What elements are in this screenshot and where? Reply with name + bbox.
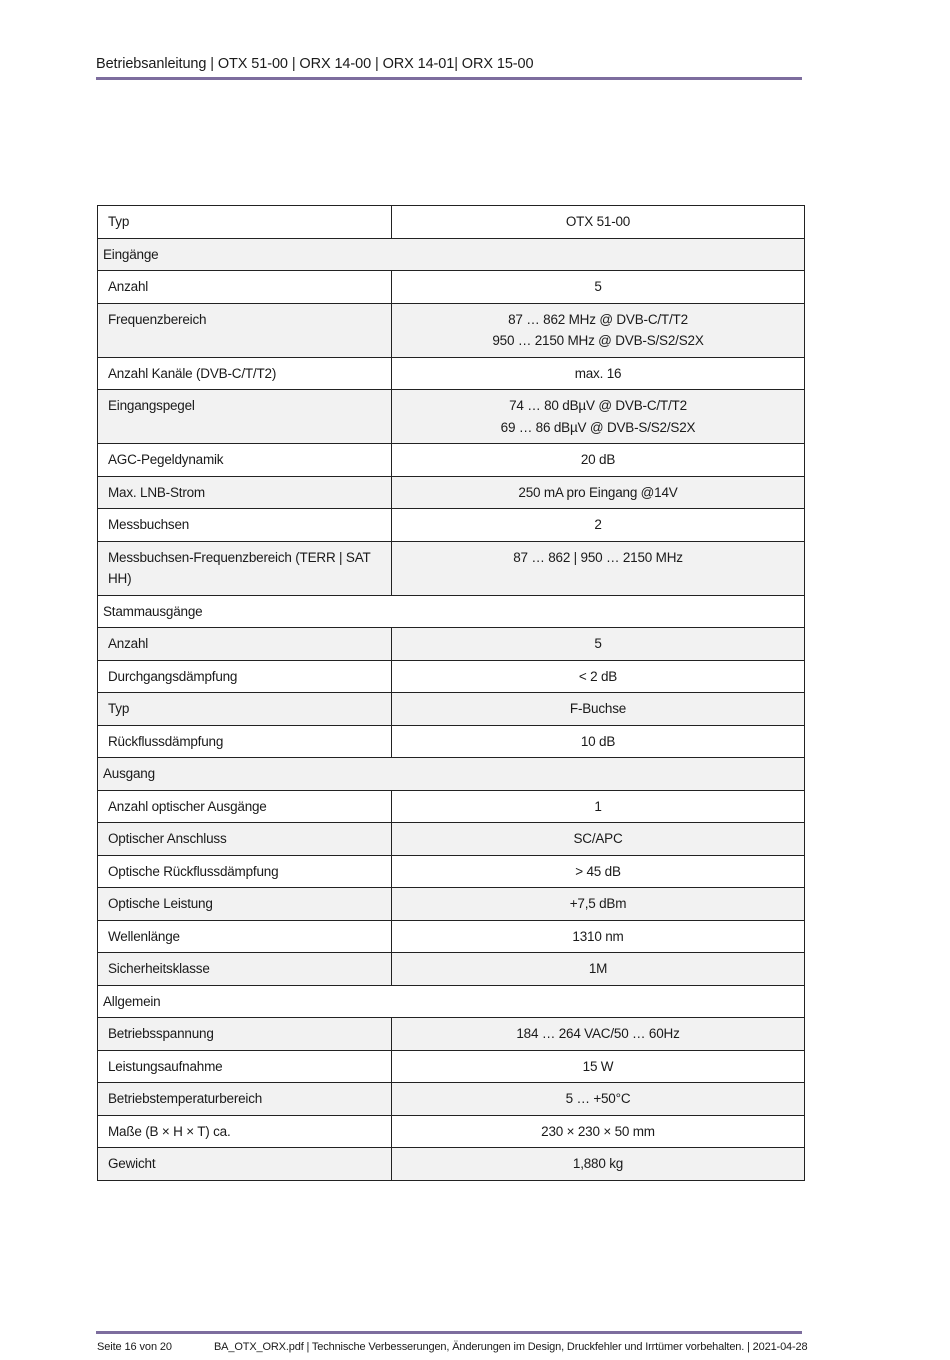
section-heading: Eingänge	[98, 238, 805, 271]
footer-rule	[96, 1331, 802, 1334]
table-row	[98, 953, 805, 986]
table-row	[98, 1018, 805, 1051]
page-header-title: Betriebsanleitung | OTX 51-00 | ORX 14-00 | ORX 14-01| ORX 15-00	[96, 56, 534, 72]
table-row	[98, 1083, 805, 1116]
row-value-multiline	[392, 390, 805, 444]
section-heading: Ausgang	[98, 758, 805, 791]
row-value: 5 … +50°C	[392, 1083, 805, 1116]
table-row	[98, 628, 805, 661]
table-row	[98, 444, 805, 477]
table-row	[98, 357, 805, 390]
row-label: Maße (B × H × T) ca.	[98, 1115, 392, 1148]
row-label: Gewicht	[98, 1148, 392, 1181]
row-label: Optischer Anschluss	[98, 823, 392, 856]
head-label: Typ	[98, 206, 392, 239]
row-value-line: 69 … 86 dBµV @ DVB-S/S2/S2X	[500, 419, 696, 435]
section-row	[98, 985, 805, 1018]
table-head-row	[98, 206, 805, 239]
row-value-line: 950 … 2150 MHz @ DVB-S/S2/S2X	[492, 333, 704, 348]
row-value: SC/APC	[392, 823, 805, 856]
row-label: Sicherheitsklasse	[98, 953, 392, 986]
row-value: 1,880 kg	[392, 1148, 805, 1181]
row-value: +7,5 dBm	[392, 888, 805, 921]
table-row	[98, 1050, 805, 1083]
table-row	[98, 509, 805, 542]
row-label: Eingangspegel	[98, 390, 392, 444]
row-label: Optische Rückflussdämpfung	[98, 855, 392, 888]
table-row	[98, 390, 805, 444]
table-row	[98, 476, 805, 509]
table-row	[98, 823, 805, 856]
section-heading: Allgemein	[98, 985, 805, 1018]
table-row	[98, 303, 805, 357]
row-label: AGC-Pegeldynamik	[98, 444, 392, 477]
table-row	[98, 888, 805, 921]
row-value: max. 16	[392, 357, 805, 390]
row-label: Anzahl optischer Ausgänge	[98, 790, 392, 823]
section-row	[98, 758, 805, 791]
row-value: 20 dB	[392, 444, 805, 477]
row-label: Optische Leistung	[98, 888, 392, 921]
row-value: > 45 dB	[392, 855, 805, 888]
row-label: Frequenzbereich	[98, 303, 392, 357]
row-label: Betriebsspannung	[98, 1018, 392, 1051]
row-value: < 2 dB	[392, 660, 805, 693]
section-row	[98, 595, 805, 628]
row-value: 10 dB	[392, 725, 805, 758]
row-value: 1M	[392, 953, 805, 986]
table-row	[98, 855, 805, 888]
row-label: Anzahl	[98, 271, 392, 304]
section-row	[98, 238, 805, 271]
row-label: Messbuchsen-Frequenzbereich (TERR | SAT HH)	[98, 541, 392, 595]
row-value: 5	[392, 628, 805, 661]
header-rule	[96, 77, 802, 80]
section-heading: Stammausgänge	[98, 595, 805, 628]
row-label: Typ	[98, 693, 392, 726]
row-value: 184 … 264 VAC/50 … 60Hz	[392, 1018, 805, 1051]
table-row	[98, 1115, 805, 1148]
row-label: Betriebstemperaturbereich	[98, 1083, 392, 1116]
row-label: Wellenlänge	[98, 920, 392, 953]
row-value-multiline	[392, 303, 805, 357]
table-row	[98, 271, 805, 304]
row-value-line: 74 … 80 dBµV @ DVB-C/T/T2	[509, 398, 687, 413]
head-value: OTX 51-00	[392, 206, 805, 239]
row-value: F-Buchse	[392, 693, 805, 726]
table-row	[98, 790, 805, 823]
footer-note: BA_OTX_ORX.pdf | Technische Verbesserungen, Änderungen im Design, Druckfehler und Irrtümer vorbehalten. | 2021-04-28	[214, 1341, 808, 1353]
table-row	[98, 725, 805, 758]
table-row	[98, 920, 805, 953]
row-label: Messbuchsen	[98, 509, 392, 542]
table-row	[98, 693, 805, 726]
table-row	[98, 541, 805, 595]
footer-page-number: Seite 16 von 20	[97, 1341, 172, 1353]
table-row	[98, 1148, 805, 1181]
row-label: Anzahl Kanäle (DVB-C/T/T2)	[98, 357, 392, 390]
row-value: 250 mA pro Eingang @14V	[392, 476, 805, 509]
row-label: Leistungsaufnahme	[98, 1050, 392, 1083]
row-label: Anzahl	[98, 628, 392, 661]
spec-table	[97, 205, 805, 1181]
row-label: Max. LNB-Strom	[98, 476, 392, 509]
row-value-line: 87 … 862 MHz @ DVB-C/T/T2	[508, 311, 688, 327]
row-label: Rückflussdämpfung	[98, 725, 392, 758]
row-value: 87 … 862 | 950 … 2150 MHz	[392, 541, 805, 595]
row-value: 1	[392, 790, 805, 823]
table-row	[98, 660, 805, 693]
row-value: 2	[392, 509, 805, 542]
row-value: 1310 nm	[392, 920, 805, 953]
row-value: 5	[392, 271, 805, 304]
row-label: Durchgangsdämpfung	[98, 660, 392, 693]
row-value: 230 × 230 × 50 mm	[392, 1115, 805, 1148]
row-value: 15 W	[392, 1050, 805, 1083]
